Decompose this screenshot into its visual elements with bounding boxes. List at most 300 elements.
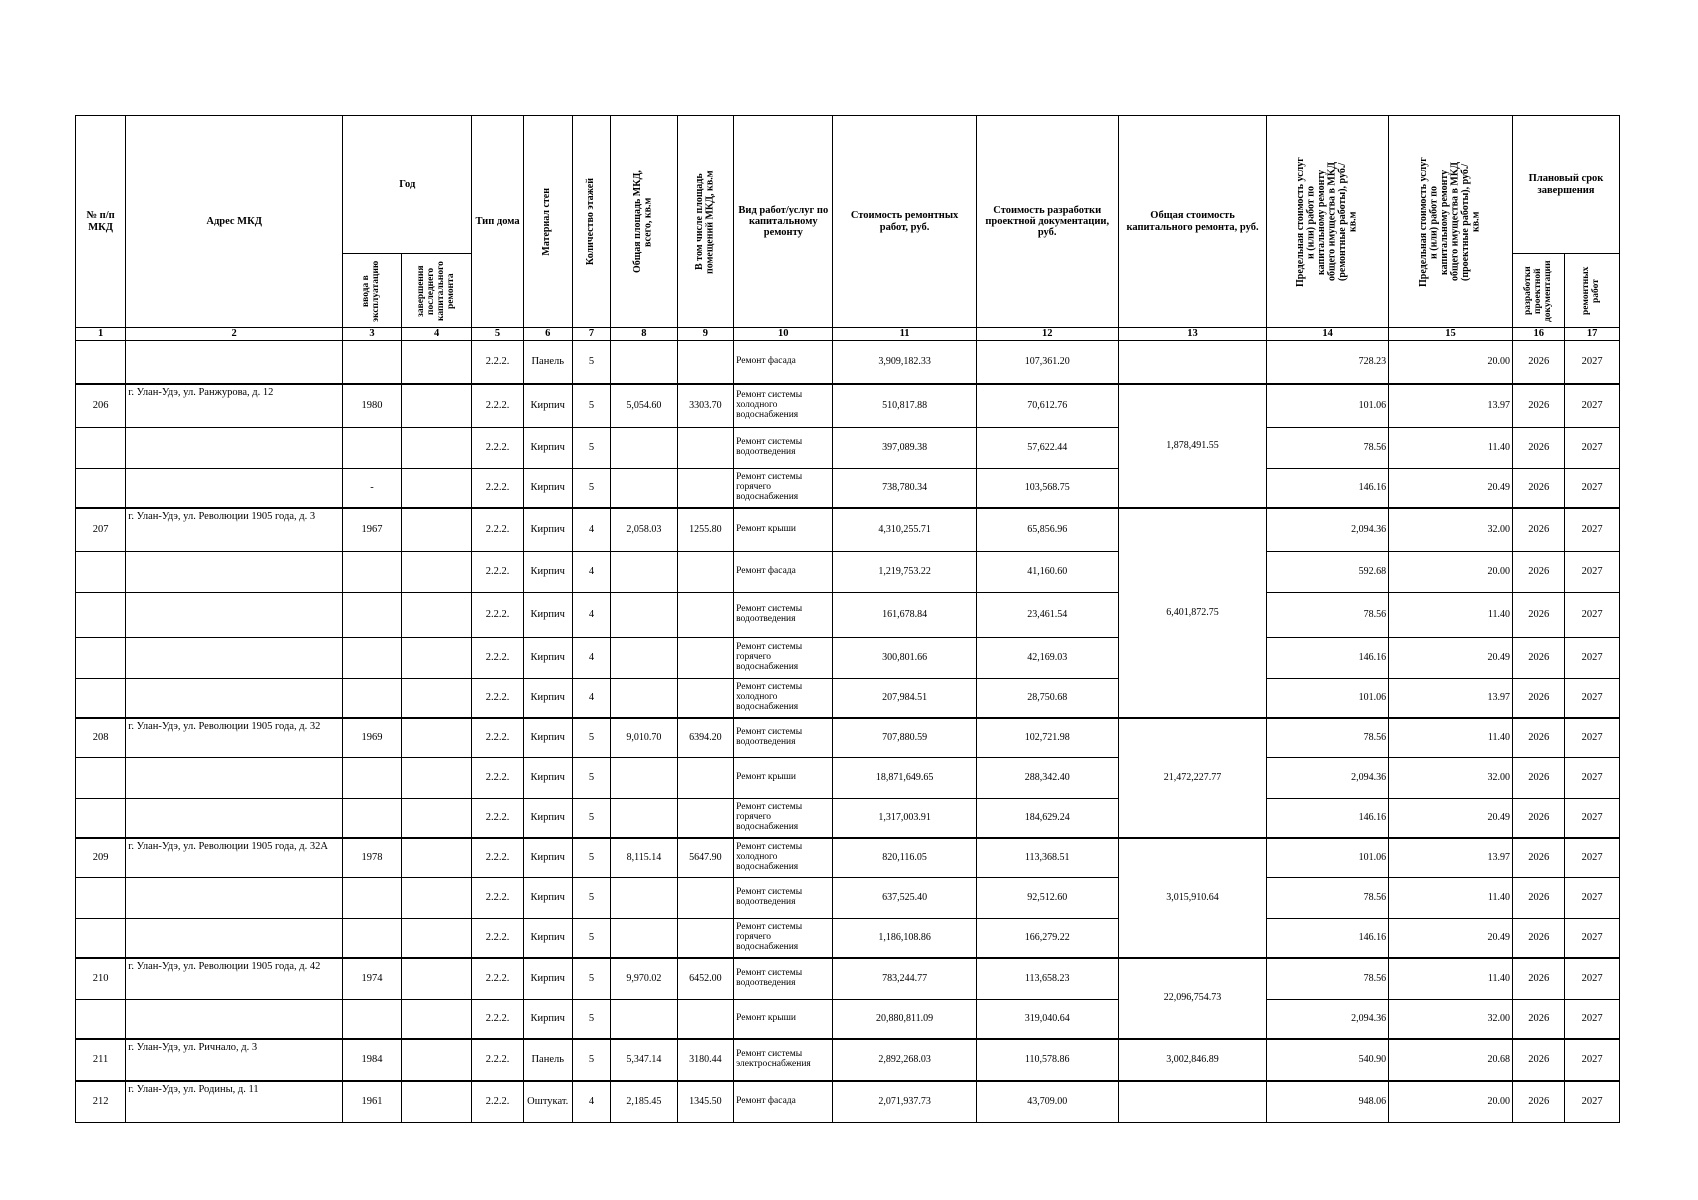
premises-area: 1255.80 [677, 508, 734, 552]
house-type: 2.2.2. [472, 508, 523, 552]
column-number: 4 [401, 328, 472, 341]
deadline-repair: 2027 [1565, 799, 1620, 839]
deadline-repair: 2027 [1565, 1039, 1620, 1081]
table-row [76, 758, 1620, 799]
total-area: 5,054.60 [611, 384, 677, 428]
limit-repair: 78.56 [1267, 958, 1389, 1000]
header-premises-area: В том числе площадь помещений МКД, кв.м [677, 116, 734, 328]
row-number: 212 [76, 1081, 126, 1123]
house-type: 2.2.2. [472, 593, 523, 638]
design-cost: 57,622.44 [976, 428, 1118, 469]
work-type: Ремонт системы горячего водоснабжения [734, 799, 833, 839]
limit-repair: 78.56 [1267, 718, 1389, 758]
deadline-design: 2026 [1513, 508, 1565, 552]
table-row [76, 958, 1620, 1000]
wall-material: Кирпич [523, 878, 572, 919]
limit-design: 11.40 [1389, 958, 1513, 1000]
address-cell [126, 799, 343, 839]
address-cell [126, 919, 343, 959]
row-number [76, 341, 126, 385]
wall-material: Кирпич [523, 508, 572, 552]
limit-design: 20.49 [1389, 638, 1513, 679]
year-built: 1984 [343, 1039, 402, 1081]
wall-material: Кирпич [523, 384, 572, 428]
work-type: Ремонт системы холодного водоснабжения [734, 384, 833, 428]
house-type: 2.2.2. [472, 469, 523, 509]
deadline-repair: 2027 [1565, 593, 1620, 638]
address-cell: г. Улан-Удэ, ул. Ранжурова, д. 12 [126, 384, 343, 428]
table-row [76, 384, 1620, 428]
house-type: 2.2.2. [472, 919, 523, 959]
wall-material: Панель [523, 341, 572, 385]
design-cost: 113,658.23 [976, 958, 1118, 1000]
floors: 4 [572, 1081, 610, 1123]
row-number: 209 [76, 838, 126, 878]
row-number [76, 552, 126, 593]
work-type: Ремонт фасада [734, 341, 833, 385]
total-cost [1118, 341, 1267, 385]
premises-area [677, 341, 734, 385]
floors: 5 [572, 1039, 610, 1081]
wall-material: Кирпич [523, 718, 572, 758]
year-last-repair [401, 758, 472, 799]
limit-repair: 146.16 [1267, 799, 1389, 839]
repair-cost: 161,678.84 [833, 593, 976, 638]
address-cell: г. Улан-Удэ, ул. Родины, д. 11 [126, 1081, 343, 1123]
house-type: 2.2.2. [472, 718, 523, 758]
house-type: 2.2.2. [472, 799, 523, 839]
work-type: Ремонт системы электроснабжения [734, 1039, 833, 1081]
limit-design: 32.00 [1389, 1000, 1513, 1040]
deadline-repair: 2027 [1565, 1081, 1620, 1123]
limit-design: 20.00 [1389, 552, 1513, 593]
total-cost: 21,472,227.77 [1118, 718, 1267, 838]
row-number: 211 [76, 1039, 126, 1081]
floors: 5 [572, 1000, 610, 1040]
repair-cost: 738,780.34 [833, 469, 976, 509]
limit-repair: 78.56 [1267, 878, 1389, 919]
work-type: Ремонт системы холодного водоснабжения [734, 838, 833, 878]
floors: 5 [572, 799, 610, 839]
design-cost: 28,750.68 [976, 679, 1118, 719]
column-number: 2 [126, 328, 343, 341]
limit-repair: 101.06 [1267, 838, 1389, 878]
total-area [611, 552, 677, 593]
header-address: Адрес МКД [126, 116, 343, 328]
column-number: 7 [572, 328, 610, 341]
header-house-type: Тип дома [472, 116, 523, 328]
work-type: Ремонт системы водоотведения [734, 958, 833, 1000]
address-cell [126, 758, 343, 799]
floors: 4 [572, 552, 610, 593]
floors: 5 [572, 958, 610, 1000]
address-cell: г. Улан-Удэ, ул. Революции 1905 года, д. 3 [126, 508, 343, 552]
work-type: Ремонт системы холодного водоснабжения [734, 679, 833, 719]
deadline-repair: 2027 [1565, 469, 1620, 509]
total-area [611, 679, 677, 719]
year-built [343, 799, 402, 839]
year-built: 1980 [343, 384, 402, 428]
limit-design: 32.00 [1389, 758, 1513, 799]
year-built: 1974 [343, 958, 402, 1000]
header-total-cost: Общая стоимость капитального ремонта, руб. [1118, 116, 1267, 328]
row-number [76, 758, 126, 799]
premises-area: 5647.90 [677, 838, 734, 878]
deadline-design: 2026 [1513, 638, 1565, 679]
address-cell [126, 593, 343, 638]
repair-cost: 637,525.40 [833, 878, 976, 919]
limit-repair: 101.06 [1267, 384, 1389, 428]
repair-cost: 783,244.77 [833, 958, 976, 1000]
wall-material: Кирпич [523, 552, 572, 593]
premises-area: 6452.00 [677, 958, 734, 1000]
repair-cost: 20,880,811.09 [833, 1000, 976, 1040]
year-last-repair [401, 384, 472, 428]
header-year: Год [343, 116, 472, 254]
year-last-repair [401, 552, 472, 593]
wall-material: Кирпич [523, 1000, 572, 1040]
wall-material: Кирпич [523, 919, 572, 959]
row-number [76, 638, 126, 679]
address-cell [126, 878, 343, 919]
wall-material: Кирпич [523, 758, 572, 799]
column-number: 9 [677, 328, 734, 341]
limit-repair: 2,094.36 [1267, 1000, 1389, 1040]
deadline-design: 2026 [1513, 428, 1565, 469]
total-area [611, 593, 677, 638]
limit-repair: 146.16 [1267, 469, 1389, 509]
row-number [76, 593, 126, 638]
floors: 4 [572, 638, 610, 679]
year-built [343, 758, 402, 799]
floors: 4 [572, 508, 610, 552]
deadline-design: 2026 [1513, 919, 1565, 959]
total-area [611, 469, 677, 509]
wall-material: Кирпич [523, 428, 572, 469]
year-built [343, 679, 402, 719]
year-built: 1978 [343, 838, 402, 878]
floors: 5 [572, 878, 610, 919]
limit-repair: 146.16 [1267, 638, 1389, 679]
total-area [611, 919, 677, 959]
total-cost: 1,878,491.55 [1118, 384, 1267, 508]
year-built [343, 878, 402, 919]
header-wall-material: Материал стен [523, 116, 572, 328]
floors: 5 [572, 919, 610, 959]
limit-repair: 948.06 [1267, 1081, 1389, 1123]
limit-repair: 78.56 [1267, 428, 1389, 469]
house-type: 2.2.2. [472, 384, 523, 428]
house-type: 2.2.2. [472, 958, 523, 1000]
address-cell [126, 428, 343, 469]
address-cell [126, 679, 343, 719]
address-cell [126, 1000, 343, 1040]
deadline-design: 2026 [1513, 593, 1565, 638]
year-last-repair [401, 593, 472, 638]
premises-area: 3303.70 [677, 384, 734, 428]
column-number: 13 [1118, 328, 1267, 341]
work-type: Ремонт крыши [734, 1000, 833, 1040]
total-area [611, 758, 677, 799]
table-row [76, 1081, 1620, 1123]
table-row [76, 919, 1620, 959]
floors: 4 [572, 679, 610, 719]
table-row [76, 593, 1620, 638]
deadline-design: 2026 [1513, 679, 1565, 719]
total-area: 8,115.14 [611, 838, 677, 878]
design-cost: 166,279.22 [976, 919, 1118, 959]
premises-area [677, 638, 734, 679]
total-cost: 22,096,754.73 [1118, 958, 1267, 1039]
column-number: 17 [1565, 328, 1620, 341]
repair-cost: 2,892,268.03 [833, 1039, 976, 1081]
deadline-repair: 2027 [1565, 958, 1620, 1000]
table-row [76, 428, 1620, 469]
table-row [76, 552, 1620, 593]
wall-material: Панель [523, 1039, 572, 1081]
total-cost [1118, 1081, 1267, 1123]
header-number: № п/п МКД [76, 116, 126, 328]
table-row [76, 838, 1620, 878]
year-built: 1961 [343, 1081, 402, 1123]
year-built: 1969 [343, 718, 402, 758]
address-cell [126, 638, 343, 679]
wall-material: Кирпич [523, 638, 572, 679]
deadline-design: 2026 [1513, 878, 1565, 919]
year-last-repair [401, 1000, 472, 1040]
column-number: 10 [734, 328, 833, 341]
deadline-repair: 2027 [1565, 508, 1620, 552]
total-cost: 3,002,846.89 [1118, 1039, 1267, 1081]
table-row [76, 508, 1620, 552]
premises-area [677, 919, 734, 959]
year-last-repair [401, 1039, 472, 1081]
work-type: Ремонт системы водоотведения [734, 718, 833, 758]
table-row [76, 878, 1620, 919]
address-cell: г. Улан-Удэ, ул. Революции 1905 года, д. 32 [126, 718, 343, 758]
premises-area [677, 679, 734, 719]
floors: 4 [572, 593, 610, 638]
design-cost: 113,368.51 [976, 838, 1118, 878]
deadline-repair: 2027 [1565, 919, 1620, 959]
year-built: 1967 [343, 508, 402, 552]
repair-cost: 207,984.51 [833, 679, 976, 719]
deadline-design: 2026 [1513, 958, 1565, 1000]
premises-area: 6394.20 [677, 718, 734, 758]
deadline-repair: 2027 [1565, 878, 1620, 919]
address-cell: г. Улан-Удэ, ул. Революции 1905 года, д. 42 [126, 958, 343, 1000]
premises-area: 3180.44 [677, 1039, 734, 1081]
design-cost: 110,578.86 [976, 1039, 1118, 1081]
header-deadline-design: разработки проектной документации [1513, 254, 1565, 328]
table-row [76, 469, 1620, 509]
deadline-repair: 2027 [1565, 428, 1620, 469]
floors: 5 [572, 718, 610, 758]
year-last-repair [401, 799, 472, 839]
header-repair-cost: Стоимость ремонтных работ, руб. [833, 116, 976, 328]
limit-repair: 592.68 [1267, 552, 1389, 593]
address-cell [126, 552, 343, 593]
column-number: 3 [343, 328, 402, 341]
year-last-repair [401, 878, 472, 919]
premises-area [677, 469, 734, 509]
limit-design: 13.97 [1389, 384, 1513, 428]
design-cost: 102,721.98 [976, 718, 1118, 758]
design-cost: 319,040.64 [976, 1000, 1118, 1040]
work-type: Ремонт фасада [734, 552, 833, 593]
table-row [76, 638, 1620, 679]
deadline-repair: 2027 [1565, 679, 1620, 719]
repair-cost: 4,310,255.71 [833, 508, 976, 552]
year-last-repair [401, 919, 472, 959]
house-type: 2.2.2. [472, 878, 523, 919]
total-area: 9,970.02 [611, 958, 677, 1000]
total-cost: 6,401,872.75 [1118, 508, 1267, 718]
repair-cost: 2,071,937.73 [833, 1081, 976, 1123]
deadline-design: 2026 [1513, 718, 1565, 758]
limit-design: 20.49 [1389, 469, 1513, 509]
limit-repair: 2,094.36 [1267, 508, 1389, 552]
year-built [343, 593, 402, 638]
work-type: Ремонт системы водоотведения [734, 428, 833, 469]
house-type: 2.2.2. [472, 428, 523, 469]
repair-cost: 1,186,108.86 [833, 919, 976, 959]
limit-design: 11.40 [1389, 428, 1513, 469]
column-number: 16 [1513, 328, 1565, 341]
work-type: Ремонт системы водоотведения [734, 878, 833, 919]
repair-cost: 3,909,182.33 [833, 341, 976, 385]
repair-cost: 1,219,753.22 [833, 552, 976, 593]
row-number: 207 [76, 508, 126, 552]
column-number-row [76, 328, 1620, 341]
total-area [611, 799, 677, 839]
repair-cost: 707,880.59 [833, 718, 976, 758]
column-number: 15 [1389, 328, 1513, 341]
address-cell: г. Улан-Удэ, ул. Ричнало, д. 3 [126, 1039, 343, 1081]
year-last-repair [401, 341, 472, 385]
limit-repair: 101.06 [1267, 679, 1389, 719]
year-last-repair [401, 508, 472, 552]
limit-design: 20.00 [1389, 1081, 1513, 1123]
floors: 5 [572, 428, 610, 469]
table-row [76, 718, 1620, 758]
wall-material: Оштукат. [523, 1081, 572, 1123]
floors: 5 [572, 469, 610, 509]
header-floors: Количество этажей [572, 116, 610, 328]
address-cell: г. Улан-Удэ, ул. Революции 1905 года, д. 32А [126, 838, 343, 878]
design-cost: 43,709.00 [976, 1081, 1118, 1123]
capital-repair-register-table [75, 115, 1620, 1123]
limit-design: 11.40 [1389, 593, 1513, 638]
table-row [76, 341, 1620, 385]
premises-area [677, 758, 734, 799]
column-number: 12 [976, 328, 1118, 341]
row-number [76, 919, 126, 959]
wall-material: Кирпич [523, 679, 572, 719]
design-cost: 103,568.75 [976, 469, 1118, 509]
year-built [343, 552, 402, 593]
deadline-design: 2026 [1513, 384, 1565, 428]
year-last-repair [401, 1081, 472, 1123]
design-cost: 184,629.24 [976, 799, 1118, 839]
column-number: 11 [833, 328, 976, 341]
year-built [343, 638, 402, 679]
wall-material: Кирпич [523, 958, 572, 1000]
limit-design: 20.68 [1389, 1039, 1513, 1081]
wall-material: Кирпич [523, 799, 572, 839]
wall-material: Кирпич [523, 593, 572, 638]
year-last-repair [401, 838, 472, 878]
work-type: Ремонт крыши [734, 508, 833, 552]
header-work-type: Вид работ/услуг по капитальному ремонту [734, 116, 833, 328]
house-type: 2.2.2. [472, 1081, 523, 1123]
row-number: 210 [76, 958, 126, 1000]
limit-repair: 540.90 [1267, 1039, 1389, 1081]
wall-material: Кирпич [523, 469, 572, 509]
deadline-design: 2026 [1513, 341, 1565, 385]
row-number: 206 [76, 384, 126, 428]
house-type: 2.2.2. [472, 1000, 523, 1040]
header-total-area: Общая площадь МКД, всего, кв.м [611, 116, 677, 328]
table-body [76, 341, 1620, 1123]
floors: 5 [572, 838, 610, 878]
design-cost: 42,169.03 [976, 638, 1118, 679]
premises-area [677, 428, 734, 469]
total-area: 5,347.14 [611, 1039, 677, 1081]
row-number [76, 878, 126, 919]
row-number [76, 679, 126, 719]
header-deadline-repair: ремонтных работ [1565, 254, 1620, 328]
house-type: 2.2.2. [472, 679, 523, 719]
premises-area: 1345.50 [677, 1081, 734, 1123]
design-cost: 41,160.60 [976, 552, 1118, 593]
year-last-repair [401, 718, 472, 758]
premises-area [677, 593, 734, 638]
column-number: 6 [523, 328, 572, 341]
limit-design: 20.00 [1389, 341, 1513, 385]
header-year-last-repair: завершения последнего капитального ремонта [401, 254, 472, 328]
total-area [611, 1000, 677, 1040]
premises-area [677, 1000, 734, 1040]
address-cell [126, 469, 343, 509]
header-year-commissioning: ввода в эксплуатацию [343, 254, 402, 328]
limit-design: 32.00 [1389, 508, 1513, 552]
deadline-repair: 2027 [1565, 384, 1620, 428]
work-type: Ремонт фасада [734, 1081, 833, 1123]
house-type: 2.2.2. [472, 758, 523, 799]
total-area [611, 878, 677, 919]
deadline-repair: 2027 [1565, 758, 1620, 799]
row-number [76, 1000, 126, 1040]
year-last-repair [401, 958, 472, 1000]
work-type: Ремонт системы водоотведения [734, 593, 833, 638]
table-row [76, 1039, 1620, 1081]
column-number: 8 [611, 328, 677, 341]
deadline-design: 2026 [1513, 1039, 1565, 1081]
row-number [76, 428, 126, 469]
limit-repair: 78.56 [1267, 593, 1389, 638]
limit-repair: 728.23 [1267, 341, 1389, 385]
house-type: 2.2.2. [472, 1039, 523, 1081]
row-number [76, 469, 126, 509]
total-area: 2,185.45 [611, 1081, 677, 1123]
house-type: 2.2.2. [472, 638, 523, 679]
year-last-repair [401, 469, 472, 509]
year-built: - [343, 469, 402, 509]
repair-cost: 820,116.05 [833, 838, 976, 878]
header-limit-repair: Предельная стоимость услуг и (или) работ по капитальному ремонту общего имущества в МКД (ремонтные работы), руб./кв.м [1267, 116, 1389, 328]
deadline-design: 2026 [1513, 469, 1565, 509]
